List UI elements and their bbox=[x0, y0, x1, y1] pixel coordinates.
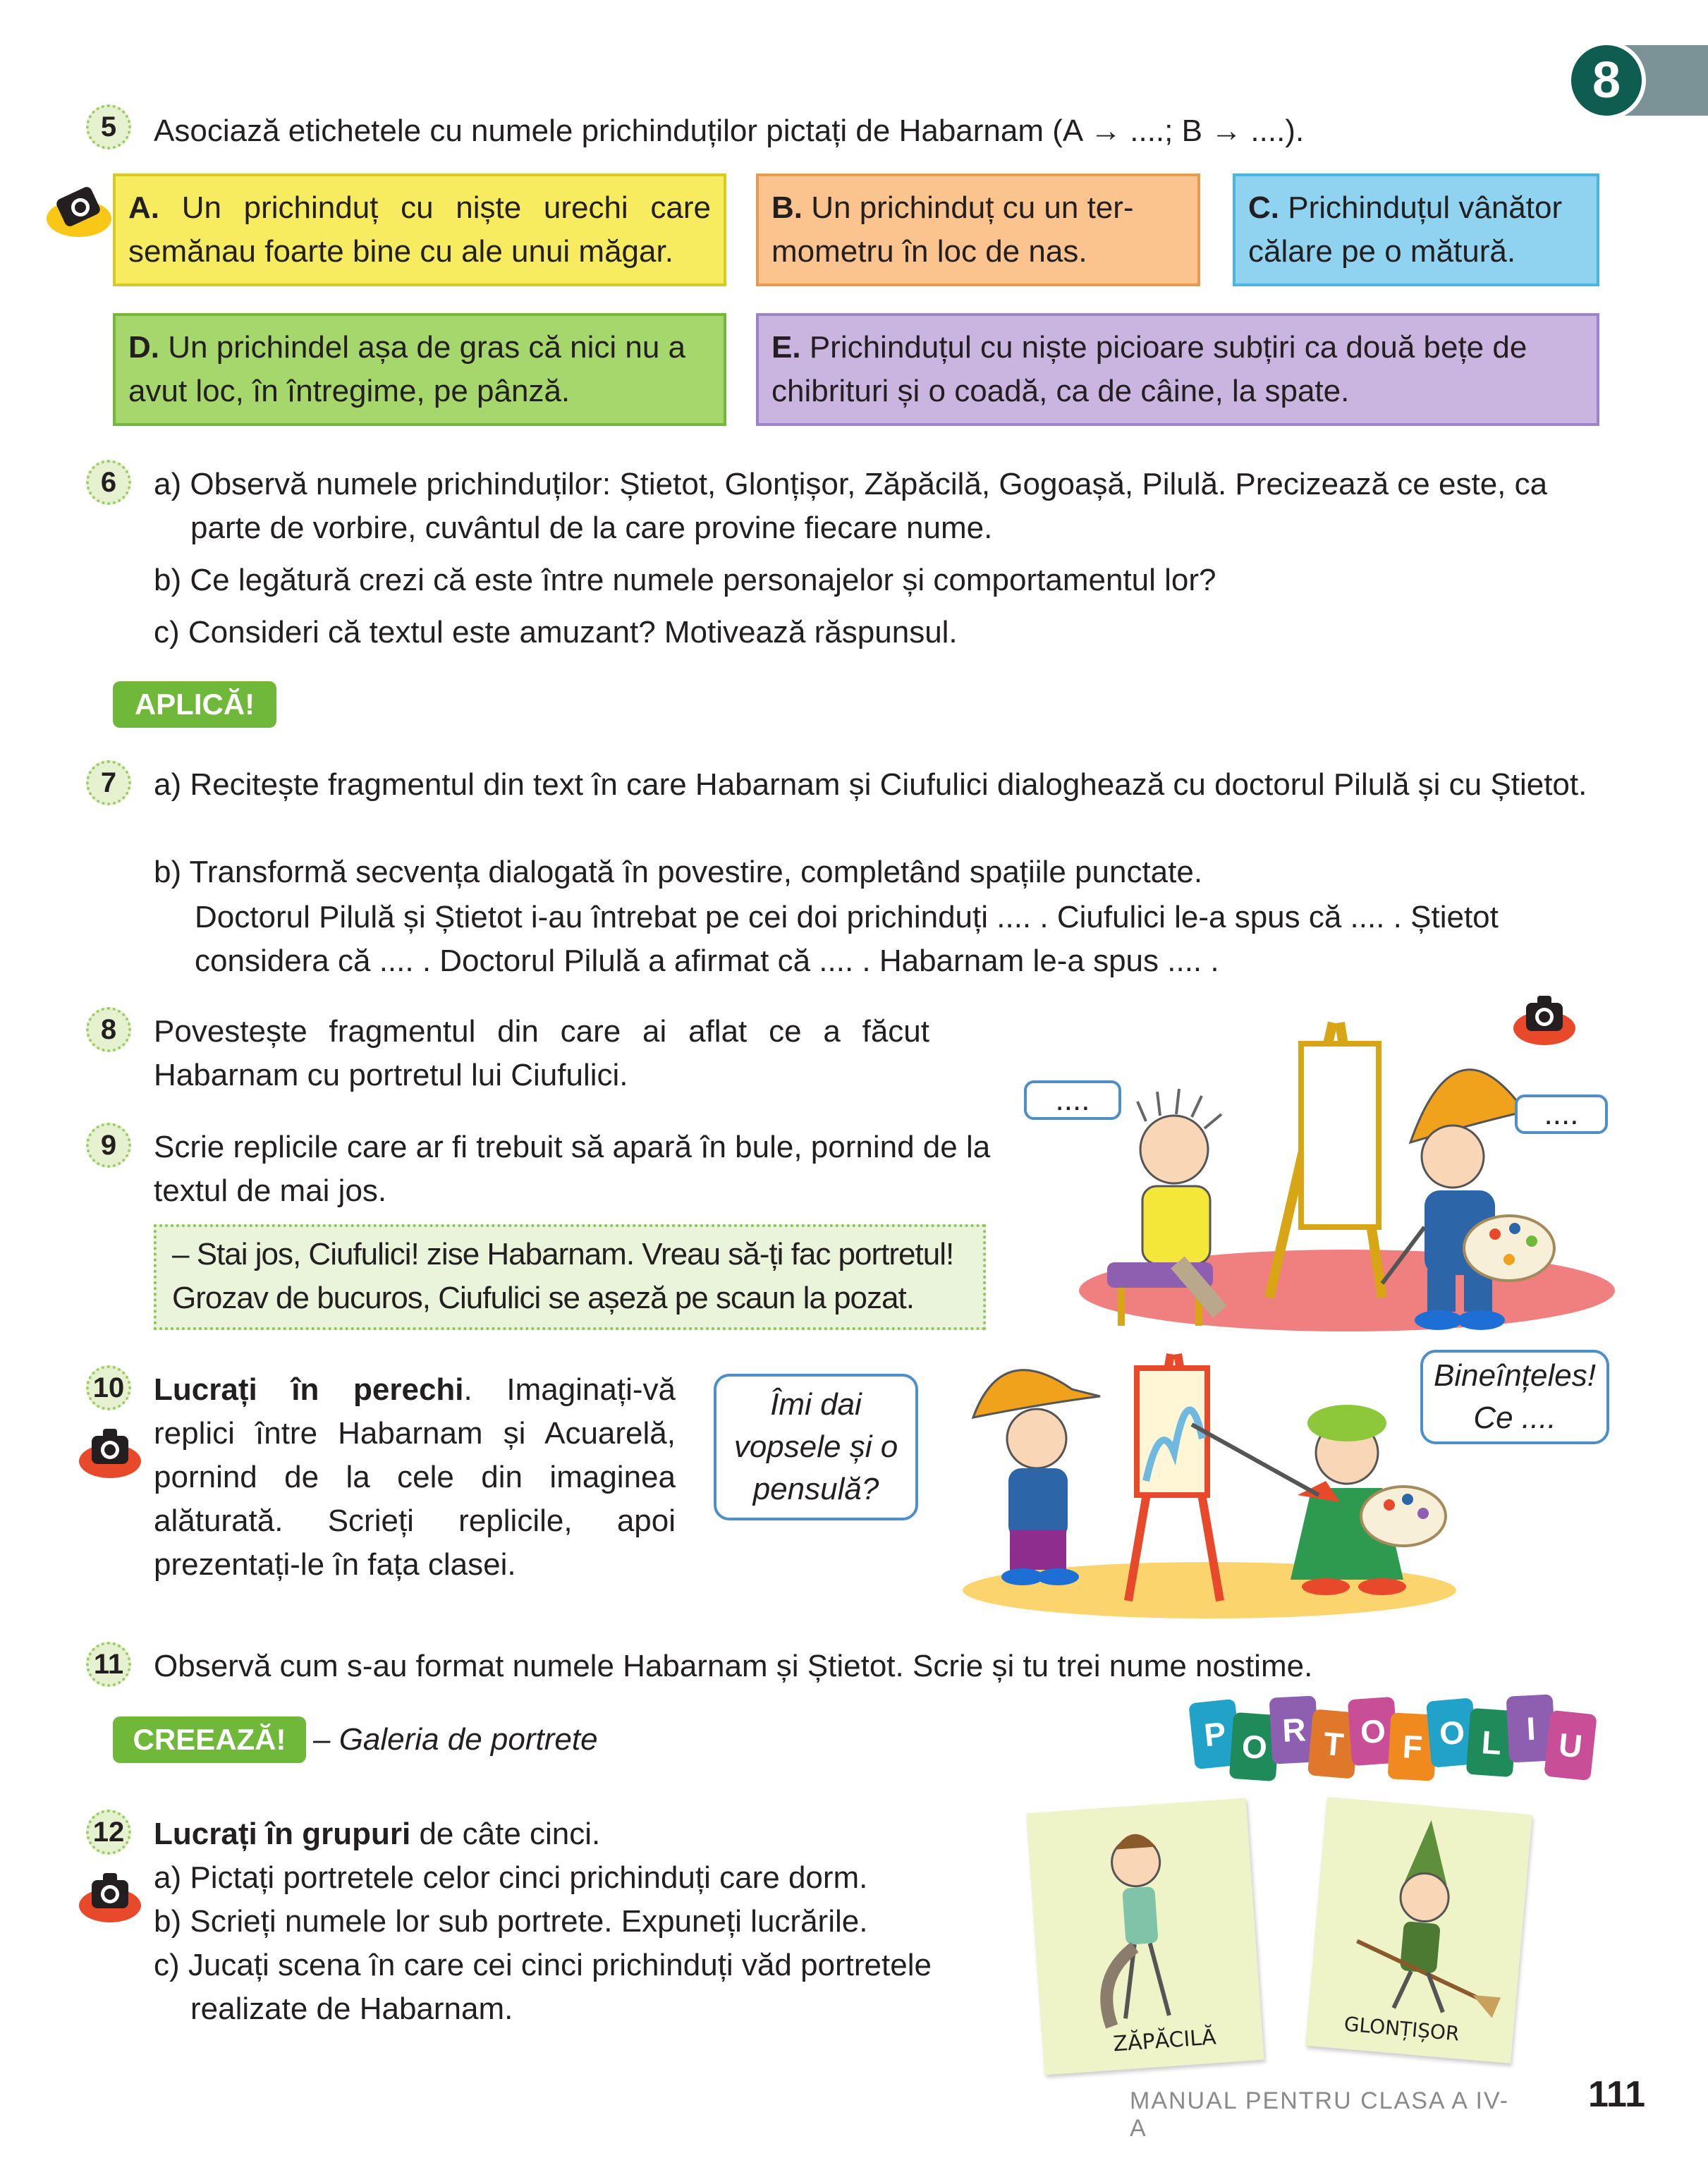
exercise-10-bold: Lucrați în perechi bbox=[154, 1372, 464, 1407]
portofoliu-banner bbox=[1192, 1697, 1587, 1781]
exercise-6-b: b) Ce legătură crezi că este între numele personajelor și comportamentul lor? bbox=[154, 563, 1216, 597]
exercise-12-c: c) Jucați scena în care cei cinci prichinduți văd portretele realizate de Habarnam. bbox=[154, 1948, 932, 2026]
label-b bbox=[756, 173, 1200, 286]
exercise-number: 12 bbox=[86, 1810, 131, 1855]
exercise-6-a: a) Observă numele prichinduților: Știetot, Glonțișor, Zăpăcilă, Gogoașă, Pilulă. Precizează ce este, ca parte de vorbire, cuvântul de la care provine fiecare nume. bbox=[154, 467, 1548, 545]
label-text: Prichinduțul vânător călare pe o mătură. bbox=[1248, 190, 1563, 269]
creeaza-heading: CREEAZĂ! bbox=[113, 1716, 306, 1763]
label-c bbox=[1233, 173, 1599, 286]
portrait-glontisor bbox=[1305, 1797, 1532, 2063]
exercise-9-text: Scrie replicile care ar fi trebuit să apară în bule, pornind de la textul de mai jos. bbox=[154, 1130, 991, 1208]
speech-bubble-left: .... bbox=[1024, 1080, 1121, 1120]
exercise-10-text bbox=[154, 1368, 676, 1587]
exercise-number: 9 bbox=[86, 1123, 131, 1168]
exercise-12-bold: Lucrați în grupuri bbox=[154, 1817, 411, 1851]
portofoliu-letter: P bbox=[1188, 1699, 1241, 1769]
quote-line: – Stai jos, Ciufulici! zise Habarnam. Vreau să-ți fac portretul! bbox=[172, 1237, 954, 1271]
speech-bubble-habarnam: Îmi dai vopsele și o pensulă? bbox=[714, 1374, 918, 1520]
label-letter: B. bbox=[771, 190, 803, 225]
creeaza-subtitle: – Galeria de portrete bbox=[313, 1722, 598, 1757]
exercise-number: 6 bbox=[86, 460, 131, 505]
speech-bubble-acuarela: Bineînțeles! Ce .... bbox=[1420, 1350, 1609, 1444]
illustration-painting-ciufulici bbox=[1015, 1001, 1622, 1340]
portrait-caption: GLONȚIȘOR bbox=[1343, 2012, 1460, 2046]
exercise-12-a: a) Pictați portretele celor cinci prichinduți care dorm. bbox=[154, 1860, 868, 1895]
camera-icon bbox=[44, 176, 114, 240]
portofoliu-letter: I bbox=[1506, 1694, 1556, 1762]
exercise-12-title bbox=[154, 1812, 1000, 1856]
aplica-heading: APLICĂ! bbox=[113, 681, 276, 728]
quote-box bbox=[154, 1224, 986, 1330]
portofoliu-letter: F bbox=[1388, 1712, 1438, 1781]
portofoliu-letter: L bbox=[1466, 1708, 1517, 1777]
portrait-zapacila bbox=[1026, 1798, 1264, 2075]
exercise-number: 5 bbox=[86, 104, 131, 150]
exercise-7-b-text: Doctorul Pilulă și Știetot i-au întrebat pe cei doi prichinduți .... . Ciufulici le-a spus că .... . Știetot considera că .... . Doctorul Pilulă a afirmat că .... . Habarnam le-a spus .... . bbox=[195, 900, 1499, 978]
portrait-caption: ZĂPĂCILĂ bbox=[1112, 2025, 1217, 2057]
exercise-number: 8 bbox=[86, 1007, 131, 1052]
label-a bbox=[113, 173, 726, 286]
exercise-6-c: c) Consideri că textul este amuzant? Motivează răspunsul. bbox=[154, 615, 958, 650]
portofoliu-letter: O bbox=[1348, 1697, 1398, 1766]
portofoliu-letter: O bbox=[1229, 1712, 1280, 1781]
exercise-7-b: b) Transformă secvența dialogată în povestire, completând spațiile punctate. bbox=[154, 855, 1203, 889]
speech-bubble-right: .... bbox=[1515, 1094, 1608, 1134]
chapter-badge: 8 bbox=[1567, 41, 1646, 120]
exercise-10-body: . Imaginați-vă replici între Habarnam și Acuarelă, pornind de la cele din imaginea alăturată. Scrieți replicile, apoi prezentați-le în fața clasei. bbox=[154, 1372, 676, 1582]
label-letter: C. bbox=[1248, 190, 1279, 225]
page-number: 111 bbox=[1588, 2074, 1646, 2115]
illustration-habarnam-acuarela bbox=[952, 1340, 1467, 1622]
label-text: Un prichinduț cu un termometru în loc de nas. bbox=[771, 190, 1134, 269]
exercise-5-text: Asociază etichetele cu numele prichinduților pictați de Habarnam (A → ....; B → ....). bbox=[154, 114, 1305, 148]
label-text: Prichinduțul cu niște picioare subțiri ca două bețe de chibrituri și o coadă, ca de câine, la spate. bbox=[771, 330, 1527, 408]
camera-icon bbox=[75, 1417, 145, 1481]
label-text: Un prichindel așa de gras că nici nu a avut loc, în întregime, pe pânză. bbox=[128, 330, 685, 408]
exercise-number: 11 bbox=[86, 1642, 131, 1687]
label-letter: E. bbox=[771, 330, 801, 365]
camera-icon bbox=[75, 1862, 145, 1925]
exercise-12-b: b) Scrieți numele lor sub portrete. Expuneți lucrările. bbox=[154, 1904, 868, 1939]
label-text: Un prichinduț cu niște urechi care semănau foarte bine cu ale unui măgar. bbox=[128, 190, 711, 269]
footer-text: MANUAL PENTRU CLASA A IV-A bbox=[1130, 2087, 1510, 2142]
label-d bbox=[113, 313, 726, 426]
portofoliu-letter: O bbox=[1426, 1697, 1478, 1767]
portofoliu-letter: R bbox=[1269, 1695, 1319, 1764]
exercise-number: 10 bbox=[86, 1365, 131, 1410]
label-letter: D. bbox=[128, 330, 159, 365]
label-e bbox=[756, 313, 1599, 426]
exercise-number: 7 bbox=[86, 760, 131, 805]
exercise-12-body: de câte cinci. bbox=[410, 1817, 601, 1851]
exercise-11-text: Observă cum s-au format numele Habarnam și Știetot. Scrie și tu trei nume nostime. bbox=[154, 1649, 1313, 1683]
quote-line: Grozav de bucuros, Ciufulici se așeză pe scaun la pozat. bbox=[172, 1281, 914, 1315]
portofoliu-letter: T bbox=[1307, 1709, 1360, 1779]
exercise-7-a: a) Recitește fragmentul din text în care Habarnam și Ciufulici dialoghează cu doctorul Pilulă și cu Știetot. bbox=[154, 767, 1587, 802]
portofoliu-letter: U bbox=[1544, 1710, 1597, 1781]
label-letter: A. bbox=[128, 190, 159, 225]
exercise-8-text: Povestește fragmentul din care ai aflat ce a făcut Habarnam cu portretul lui Ciufulici. bbox=[154, 1014, 929, 1092]
